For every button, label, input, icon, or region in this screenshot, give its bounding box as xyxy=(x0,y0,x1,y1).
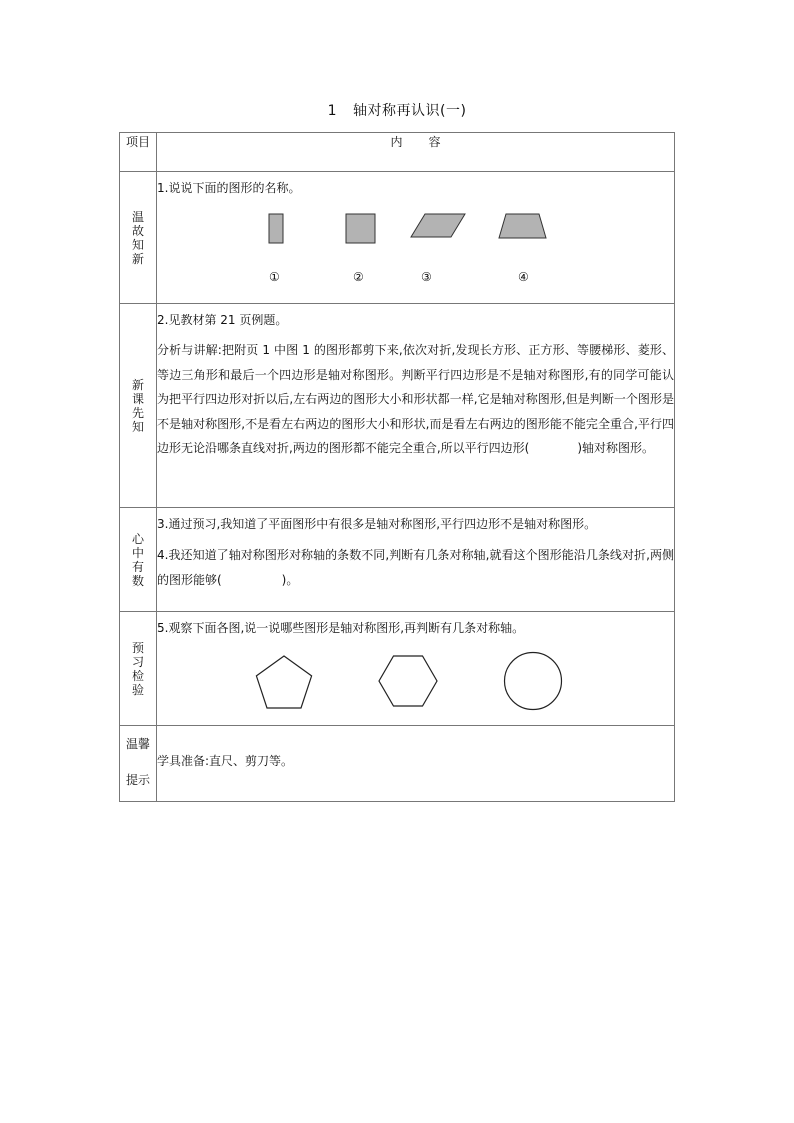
square-shape xyxy=(346,214,375,243)
shape-number-4: ④ xyxy=(518,270,529,284)
shape-number-2: ② xyxy=(353,270,364,284)
header-content: 内容 xyxy=(157,133,675,172)
shape-number-1: ① xyxy=(269,270,280,284)
title-text: 轴对称再认识(一) xyxy=(352,103,467,119)
new-lesson-row xyxy=(120,304,675,508)
question-3: 3.通过预习,我知道了平面图形中有很多是轴对称图形,平行四边形不是轴对称图形。 xyxy=(157,517,597,531)
shapes-figure xyxy=(157,200,661,300)
preview-check-label: 预习检验 xyxy=(131,640,144,697)
new-lesson-label: 新课先知 xyxy=(131,377,144,434)
parallelogram-shape xyxy=(411,214,465,237)
review-label: 温故知新 xyxy=(131,209,144,266)
trapezoid-shape xyxy=(499,214,546,238)
tip-text: 学具准备:直尺、剪刀等。 xyxy=(157,754,294,768)
circle-shape xyxy=(505,653,562,710)
in-mind-label: 心中有数 xyxy=(131,531,144,588)
question-4: 4.我还知道了轴对称图形对称轴的条数不同,判断有几条对称轴,就看这个图形能沿几条线对折,两侧的图形能够( )。 xyxy=(157,548,674,587)
header-item: 项目 xyxy=(120,133,157,172)
page-title xyxy=(0,100,794,120)
hexagon-shape xyxy=(379,656,437,706)
tip-label-2: 提示 xyxy=(125,773,150,787)
review-row xyxy=(120,172,675,304)
shapes-row xyxy=(157,200,674,300)
polygons-figure xyxy=(157,648,661,716)
preview-check-row xyxy=(120,612,675,726)
rectangle-shape xyxy=(269,214,283,243)
analysis-paragraph: 分析与讲解:把附页 1 中图 1 的图形都剪下来,依次对折,发现长方形、正方形、等腰梯形、菱形、等边三角形和最后一个四边形是轴对称图形。判断平行四边形是不是轴对称图形,有的同学可能认为把平行四边形对折以后,左右两边的图形大小和形状都一样,它是轴对称图形,但是判断一个图形是不是轴对称图形,不是看左右两边的图形大小和形状,而是看左右两边的图形能不能完全重合,平行四边形无论沿哪条直线对折,两边的图形都不能完全重合,所以平行四边形( )轴对称图形。 xyxy=(157,343,674,455)
pentagon-shape xyxy=(256,656,311,708)
shape-number-3: ③ xyxy=(421,270,432,284)
header-row xyxy=(120,133,675,172)
question-2: 2.见教材第 21 页例题。 xyxy=(157,313,288,327)
title-number: 1 xyxy=(327,103,337,119)
lesson-table xyxy=(119,132,675,802)
question-5: 5.观察下面各图,说一说哪些图形是轴对称图形,再判断有几条对称轴。 xyxy=(157,621,525,635)
in-mind-row xyxy=(120,508,675,612)
question-1: 1.说说下面的图形的名称。 xyxy=(157,181,301,195)
tip-row xyxy=(120,726,675,802)
tip-label-1: 温馨 xyxy=(125,737,150,751)
